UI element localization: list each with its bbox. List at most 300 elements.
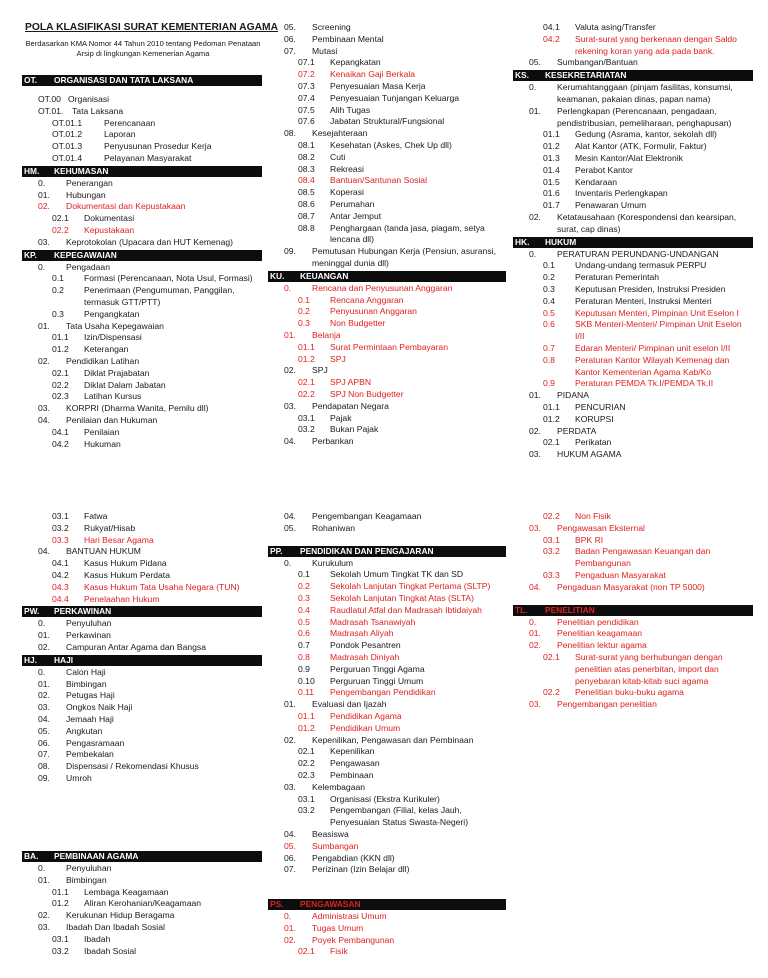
item-code: 02. bbox=[284, 734, 296, 745]
item-text: Beasiswa bbox=[312, 828, 349, 839]
item-text: Penelitian buku-buku agama bbox=[575, 687, 684, 698]
item-code: 04. bbox=[284, 828, 296, 839]
item-code: 0. bbox=[529, 616, 537, 627]
column-3-top bbox=[513, 22, 753, 461]
item-text: Kasus Hukum Perdata bbox=[84, 569, 170, 580]
classification-item bbox=[22, 582, 262, 594]
classification-item bbox=[268, 318, 506, 330]
item-code: OT.01.1 bbox=[52, 117, 83, 128]
item-text: Ketatausahaan (Korespondensi dan kearsipan, surat, cap dinas) bbox=[557, 211, 737, 234]
classification-item bbox=[268, 389, 506, 401]
item-code: 08.6 bbox=[298, 198, 315, 209]
item-code: 03.1 bbox=[543, 534, 560, 545]
classification-item bbox=[22, 898, 262, 910]
item-text: Bimbingan bbox=[66, 678, 107, 689]
item-code: 01.5 bbox=[543, 176, 560, 187]
item-text: Kendaraan bbox=[575, 176, 618, 187]
classification-item bbox=[22, 403, 262, 415]
item-code: 01.2 bbox=[543, 141, 560, 152]
item-text: Kasus Hukum Tata Usaha Negara (TUN) bbox=[84, 581, 240, 592]
item-text: Penelitian pendidikan bbox=[557, 616, 639, 627]
classification-item bbox=[513, 129, 753, 141]
item-text: Izin/Dispensasi bbox=[84, 332, 142, 343]
classification-item bbox=[513, 22, 753, 34]
classification-item bbox=[513, 378, 753, 390]
item-code: 03. bbox=[38, 403, 50, 414]
section-title: KEHUMASAN bbox=[54, 165, 109, 176]
classification-item bbox=[22, 332, 262, 344]
item-text: Rencana Anggaran bbox=[330, 294, 404, 305]
section-header bbox=[22, 166, 262, 177]
item-code: 01.2 bbox=[298, 722, 315, 733]
classification-item bbox=[268, 605, 506, 617]
classification-item bbox=[22, 153, 262, 165]
classification-item bbox=[268, 558, 506, 570]
item-text: Penyuluhan bbox=[66, 618, 112, 629]
item-code: 04.2 bbox=[543, 33, 560, 44]
item-code: 01.1 bbox=[52, 332, 69, 343]
classification-item bbox=[513, 426, 753, 438]
classification-item bbox=[268, 523, 506, 535]
item-code: OT.01. bbox=[38, 105, 64, 116]
classification-item bbox=[268, 424, 506, 436]
classification-item bbox=[268, 770, 506, 782]
item-text: Jemaah Haji bbox=[66, 713, 114, 724]
item-text: Peraturan Kantor Wilayah Kemenag dan Kantor Kementerian Agama Kab/Ko bbox=[575, 354, 730, 377]
item-text: Pengasramaan bbox=[66, 737, 125, 748]
item-text: Surat Permintaan Pembayaran bbox=[330, 341, 448, 352]
item-code: 0.2 bbox=[298, 581, 310, 592]
classification-item bbox=[22, 190, 262, 202]
item-text: Pembinaan bbox=[330, 769, 374, 780]
classification-item bbox=[22, 213, 262, 225]
item-text: Perlengkapan (Perencanaan, pengadaan, pendistribusian, pemeliharaan, penghapusan) bbox=[557, 105, 732, 128]
item-text: Bukan Pajak bbox=[330, 424, 379, 435]
classification-item bbox=[22, 262, 262, 274]
item-code: 01.1 bbox=[52, 886, 69, 897]
item-code: 02. bbox=[529, 640, 541, 651]
item-text: Penawaran Umum bbox=[575, 200, 647, 211]
classification-item bbox=[22, 309, 262, 321]
classification-item bbox=[513, 617, 753, 629]
item-text: Penelaahan Hukum bbox=[84, 593, 160, 604]
item-code: 03.2 bbox=[52, 945, 69, 956]
classification-item bbox=[513, 523, 753, 535]
classification-item bbox=[513, 640, 753, 652]
classification-item bbox=[22, 690, 262, 702]
item-text: Penelitian lektur agama bbox=[557, 640, 647, 651]
item-code: 07. bbox=[284, 864, 296, 875]
item-code: 01. bbox=[529, 628, 541, 639]
document-title-area bbox=[25, 22, 279, 65]
item-text: PENCURIAN bbox=[575, 401, 626, 412]
classification-item bbox=[22, 546, 262, 558]
item-code: OT.01.2 bbox=[52, 129, 83, 140]
classification-item bbox=[22, 439, 262, 451]
page-subtitle: Berdasarkan KMA Nomor 44 Tahun 2010 tentang Pedoman Penataan Arsip di lingkungan Kemenerian Agama bbox=[25, 38, 261, 58]
item-code: 03. bbox=[38, 702, 50, 713]
item-text: Kurukulum bbox=[312, 557, 354, 568]
item-text: Lembaga Keagamaan bbox=[84, 886, 169, 897]
item-code: 04. bbox=[284, 511, 296, 521]
spacer bbox=[268, 535, 506, 545]
classification-item bbox=[22, 523, 262, 535]
item-text: Gedung (Asrama, kantor, sekolah dll) bbox=[575, 129, 717, 140]
item-text: Ibadah Sosial bbox=[84, 945, 137, 956]
item-code: 05. bbox=[529, 57, 541, 68]
classification-item bbox=[22, 273, 262, 285]
section-title: KEUANGAN bbox=[300, 270, 349, 281]
item-code: 0.2 bbox=[52, 285, 64, 296]
classification-item bbox=[513, 402, 753, 414]
item-code: 0. bbox=[38, 666, 46, 677]
item-text: Tugas Umum bbox=[312, 922, 364, 933]
item-code: 01.2 bbox=[298, 353, 315, 364]
item-text: Pengadaan bbox=[66, 261, 110, 272]
section-code: PS. bbox=[270, 899, 284, 909]
item-text: Perbankan bbox=[312, 436, 354, 447]
item-text: Edaran Menteri/ Pimpinan unit eselon I/II bbox=[575, 342, 731, 353]
item-code: 03.2 bbox=[298, 805, 315, 816]
classification-item bbox=[22, 237, 262, 249]
item-code: 03.2 bbox=[298, 424, 315, 435]
item-code: 01. bbox=[284, 699, 296, 710]
classification-item bbox=[268, 864, 506, 876]
item-code: 0.1 bbox=[298, 294, 310, 305]
item-text: Poyek Pembangunan bbox=[312, 934, 395, 945]
item-code: 0.9 bbox=[298, 663, 310, 674]
classification-item bbox=[513, 699, 753, 711]
item-text: Keputusan Presiden, Instruksi Presiden bbox=[575, 283, 726, 294]
classification-item bbox=[268, 377, 506, 389]
item-text: Fisik bbox=[330, 946, 348, 957]
item-code: 0.7 bbox=[298, 640, 310, 651]
classification-item bbox=[513, 82, 753, 106]
classification-item bbox=[513, 437, 753, 449]
item-text: Raudlatul Atfal dan Madrasah Ibtidaiyah bbox=[330, 604, 482, 615]
item-text: Angkutan bbox=[66, 725, 103, 736]
item-text: Formasi (Perencanaan, Nota Usul, Formasi) bbox=[84, 273, 253, 284]
item-code: 07. bbox=[284, 45, 296, 56]
classification-item bbox=[22, 511, 262, 523]
classification-item bbox=[513, 687, 753, 699]
classification-item bbox=[268, 746, 506, 758]
item-text: SPJ APBN bbox=[330, 377, 372, 388]
item-text: Kerumahtanggaan (pinjam fasilitas, konsumsi, keamanan, pakaian dinas, papan nama) bbox=[557, 82, 733, 104]
item-text: Valuta asing/Transfer bbox=[575, 22, 656, 32]
classification-item bbox=[513, 296, 753, 308]
classification-item bbox=[268, 687, 506, 699]
item-code: 02.1 bbox=[298, 746, 315, 757]
item-code: 0. bbox=[529, 248, 537, 259]
classification-item bbox=[513, 546, 753, 570]
classification-item bbox=[268, 330, 506, 342]
item-code: 07.5 bbox=[298, 104, 315, 115]
item-code: 04. bbox=[38, 713, 50, 724]
item-code: 0. bbox=[284, 282, 292, 293]
item-text: Pendidikan Agama bbox=[330, 710, 402, 721]
item-code: 04. bbox=[38, 414, 50, 425]
item-text: Pengawasan Eksternal bbox=[557, 522, 645, 533]
classification-item bbox=[513, 57, 753, 69]
classification-item bbox=[22, 118, 262, 130]
classification-item bbox=[22, 910, 262, 922]
item-code: 01. bbox=[284, 329, 296, 340]
item-text: PERDATA bbox=[557, 425, 597, 436]
item-text: Sekolah Umum Tingkat TK dan SD bbox=[330, 569, 464, 580]
classification-item bbox=[22, 738, 262, 750]
item-text: SPJ bbox=[330, 353, 346, 364]
section-header bbox=[22, 851, 262, 862]
section-header bbox=[22, 606, 262, 617]
classification-item bbox=[22, 773, 262, 785]
item-text: Madrasah Aliyah bbox=[330, 628, 394, 639]
section-title: PENDIDIKAN DAN PENGAJARAN bbox=[300, 545, 434, 556]
item-code: 01. bbox=[38, 630, 50, 641]
classification-item bbox=[513, 272, 753, 284]
item-code: 04.1 bbox=[543, 22, 560, 32]
item-text: Screening bbox=[312, 22, 351, 32]
item-code: 0.3 bbox=[298, 318, 310, 329]
classification-item bbox=[22, 415, 262, 427]
classification-item bbox=[268, 735, 506, 747]
item-text: Peraturan Pemerintah bbox=[575, 272, 660, 283]
item-code: 08. bbox=[38, 761, 50, 772]
classification-item bbox=[513, 511, 753, 523]
item-text: Umroh bbox=[66, 772, 92, 783]
item-text: Penghargaan (tanda jasa, piagam, setya lencana dll) bbox=[330, 222, 485, 245]
classification-item bbox=[513, 449, 753, 461]
item-text: SKB Menteri-Menteri/ Pimpinan Unit Eselon I/II bbox=[575, 319, 742, 342]
item-code: 0.9 bbox=[543, 378, 555, 389]
classification-item bbox=[22, 761, 262, 773]
classification-item bbox=[513, 188, 753, 200]
classification-item bbox=[513, 249, 753, 261]
column-2-bottom bbox=[268, 511, 506, 876]
section-code: PP. bbox=[270, 545, 283, 556]
item-code: OT.01.3 bbox=[52, 141, 83, 152]
item-text: Dokumentasi bbox=[84, 213, 135, 224]
item-text: Campuran Antar Agama dan Bangsa bbox=[66, 641, 206, 652]
item-text: Inventaris Perlengkapan bbox=[575, 188, 668, 199]
item-text: Jabatan Struktural/Fungsional bbox=[330, 116, 445, 127]
section-title: PENGAWASAN bbox=[300, 899, 361, 909]
item-code: 0. bbox=[38, 618, 46, 629]
section-header bbox=[268, 546, 506, 557]
section-code: KP. bbox=[24, 249, 37, 260]
classification-item bbox=[268, 401, 506, 413]
classification-item bbox=[22, 178, 262, 190]
item-code: 02.1 bbox=[543, 651, 560, 662]
item-text: SPJ bbox=[312, 365, 328, 376]
classification-item bbox=[268, 105, 506, 117]
classification-item bbox=[268, 295, 506, 307]
item-text: Aliran Kerohanian/Keagamaan bbox=[84, 898, 202, 909]
item-text: Kenaikan Gaji Berkala bbox=[330, 69, 416, 80]
item-text: Kepenilikan bbox=[330, 746, 375, 757]
item-text: Administrasi Umum bbox=[312, 911, 387, 921]
item-code: 02. bbox=[284, 365, 296, 376]
item-text: Fatwa bbox=[84, 511, 108, 521]
classification-item bbox=[513, 141, 753, 153]
item-code: 0.4 bbox=[298, 604, 310, 615]
classification-item bbox=[22, 201, 262, 213]
item-code: 0. bbox=[284, 911, 292, 921]
section-code: OT. bbox=[24, 75, 38, 85]
item-code: 0. bbox=[38, 177, 46, 188]
classification-item bbox=[268, 853, 506, 865]
classification-item bbox=[513, 153, 753, 165]
classification-item bbox=[513, 212, 753, 236]
item-code: 02.1 bbox=[298, 377, 315, 388]
item-code: 01. bbox=[38, 320, 50, 331]
page-title: POLA KLASIFIKASI SURAT KEMENTERIAN AGAMA bbox=[25, 22, 279, 33]
column-2-pengawasan bbox=[268, 898, 506, 958]
classification-item bbox=[22, 726, 262, 738]
classification-item bbox=[268, 652, 506, 664]
classification-item bbox=[268, 758, 506, 770]
item-code: 01. bbox=[529, 105, 541, 116]
item-code: 08.3 bbox=[298, 163, 315, 174]
item-text: Diklat Dalam Jabatan bbox=[84, 379, 166, 390]
item-text: Sumbangan/Bantuan bbox=[557, 57, 638, 68]
item-code: 0.1 bbox=[52, 273, 64, 284]
item-text: Kasus Hukum Pidana bbox=[84, 558, 167, 569]
item-code: 03. bbox=[38, 921, 50, 932]
item-text: Non Fisik bbox=[575, 511, 611, 521]
item-text: Mesin Kantor/Alat Elektronik bbox=[575, 152, 683, 163]
item-text: Pendapatan Negara bbox=[312, 400, 389, 411]
item-text: Belanja bbox=[312, 329, 341, 340]
item-text: Penerangan bbox=[66, 177, 113, 188]
section-title: PERKAWINAN bbox=[54, 606, 112, 617]
item-text: Non Budgetter bbox=[330, 318, 386, 329]
classification-item bbox=[22, 934, 262, 946]
classification-item bbox=[513, 535, 753, 547]
item-code: 07.6 bbox=[298, 116, 315, 127]
item-code: 02.1 bbox=[52, 367, 69, 378]
classification-item bbox=[268, 22, 506, 34]
classification-item bbox=[22, 427, 262, 439]
item-code: 02.1 bbox=[52, 213, 69, 224]
item-text: Rohaniwan bbox=[312, 522, 355, 533]
item-code: 08.2 bbox=[298, 151, 315, 162]
item-code: 02.1 bbox=[298, 946, 315, 957]
section-code: TL. bbox=[515, 604, 528, 615]
section-code: BA. bbox=[24, 851, 39, 861]
item-code: 05. bbox=[284, 522, 296, 533]
classification-item bbox=[268, 581, 506, 593]
classification-item bbox=[268, 911, 506, 923]
item-text: Penelitian keagamaan bbox=[557, 628, 643, 639]
classification-item bbox=[268, 569, 506, 581]
section-code: HK. bbox=[515, 236, 530, 247]
classification-item bbox=[268, 246, 506, 270]
item-text: Pondok Pesantren bbox=[330, 640, 401, 651]
item-code: 03.1 bbox=[52, 933, 69, 944]
item-text: Koperasi bbox=[330, 187, 364, 198]
item-code: OT.01.4 bbox=[52, 152, 83, 163]
item-code: 0.10 bbox=[298, 675, 315, 686]
item-text: HUKUM AGAMA bbox=[557, 449, 622, 460]
classification-item bbox=[513, 582, 753, 594]
item-code: 07.2 bbox=[298, 69, 315, 80]
classification-item bbox=[22, 368, 262, 380]
classification-item bbox=[513, 570, 753, 582]
item-code: 02.2 bbox=[52, 224, 69, 235]
item-text: BANTUAN HUKUM bbox=[66, 546, 141, 557]
item-code: 03.2 bbox=[52, 522, 69, 533]
item-text: Pengawasan bbox=[330, 758, 380, 769]
item-text: Keprotokolan (Upacara dan HUT Kemenag) bbox=[66, 236, 234, 247]
item-code: 03. bbox=[529, 522, 541, 533]
item-text: Perabot Kantor bbox=[575, 164, 633, 175]
item-code: 06. bbox=[284, 852, 296, 863]
item-code: 0.5 bbox=[543, 307, 555, 318]
classification-item bbox=[268, 69, 506, 81]
item-code: 03. bbox=[284, 400, 296, 411]
item-code: 02.2 bbox=[298, 388, 315, 399]
classification-item bbox=[513, 308, 753, 320]
item-code: 0.8 bbox=[543, 354, 555, 365]
classification-item bbox=[22, 642, 262, 654]
item-text: Madrasah Tsanawiyah bbox=[330, 616, 416, 627]
classification-item bbox=[22, 875, 262, 887]
item-code: 02.2 bbox=[52, 379, 69, 390]
classification-item bbox=[268, 794, 506, 806]
item-text: Hukuman bbox=[84, 438, 121, 449]
item-text: Rukyat/Hisab bbox=[84, 522, 136, 533]
classification-item bbox=[513, 284, 753, 296]
item-text: Bantuan/Santunan Sosial bbox=[330, 175, 427, 186]
column-1-bottom bbox=[22, 511, 262, 785]
column-2-top bbox=[268, 22, 506, 448]
item-code: 07.3 bbox=[298, 80, 315, 91]
item-text: Pembinaan Mental bbox=[312, 33, 384, 44]
item-text: Sumbangan bbox=[312, 840, 359, 851]
item-code: 01.7 bbox=[543, 200, 560, 211]
item-text: Diklat Prajabatan bbox=[84, 367, 150, 378]
item-text: Pengangkatan bbox=[84, 308, 140, 319]
item-text: Kepustakaan bbox=[84, 224, 135, 235]
item-text: Pendidikan Latihan bbox=[66, 355, 140, 366]
item-code: 07.1 bbox=[298, 57, 315, 68]
classification-item bbox=[268, 175, 506, 187]
section-header bbox=[513, 605, 753, 616]
classification-item bbox=[268, 664, 506, 676]
classification-item bbox=[22, 380, 262, 392]
section-title: HAJI bbox=[54, 654, 74, 665]
classification-item bbox=[22, 946, 262, 958]
classification-item bbox=[22, 129, 262, 141]
item-text: Ibadah Dan Ibadah Sosial bbox=[66, 921, 165, 932]
classification-item bbox=[268, 628, 506, 640]
classification-item bbox=[22, 391, 262, 403]
item-code: 02. bbox=[38, 690, 50, 701]
item-code: 0. bbox=[38, 261, 46, 272]
section-title: PEMBINAAN AGAMA bbox=[54, 851, 139, 861]
item-code: 08.8 bbox=[298, 222, 315, 233]
classification-item bbox=[268, 223, 506, 247]
item-code: 01. bbox=[529, 390, 541, 401]
item-code: 02. bbox=[38, 201, 50, 212]
item-code: 08. bbox=[284, 128, 296, 139]
item-text: KORUPSI bbox=[575, 413, 614, 424]
item-code: 03. bbox=[38, 236, 50, 247]
item-code: 02.3 bbox=[298, 769, 315, 780]
item-text: Surat-surat yang berkenaan dengan Saldo rekening koran yang ada pada bank. bbox=[575, 33, 737, 56]
item-code: 02. bbox=[38, 910, 50, 921]
